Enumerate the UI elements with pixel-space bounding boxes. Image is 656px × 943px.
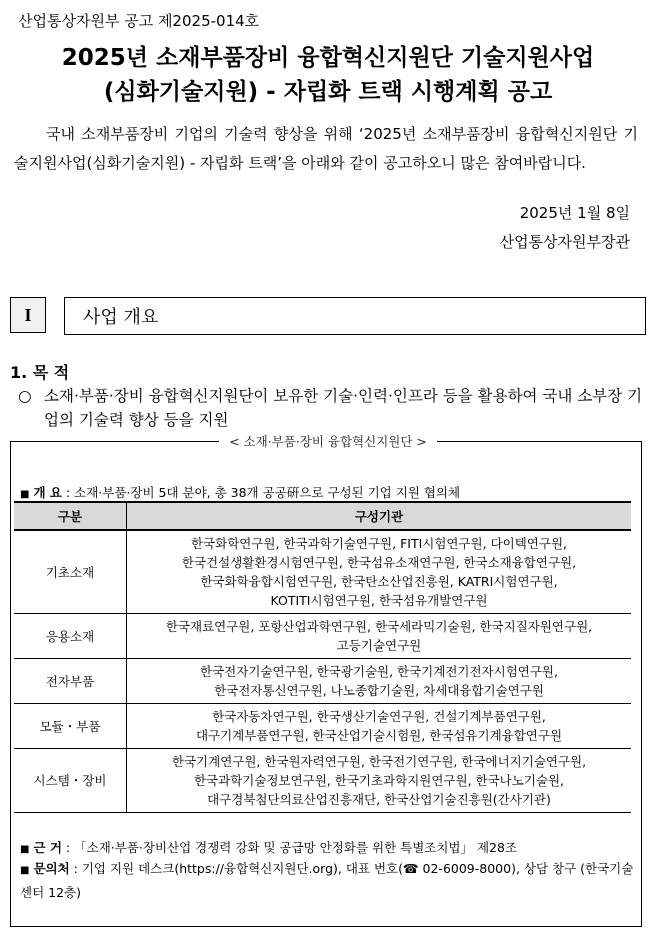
square-bullet-icon: ■ (20, 844, 30, 855)
square-bullet-icon: ■ (20, 865, 30, 876)
row-members (127, 614, 632, 659)
member-line: 대구기계부품연구원, 한국산업기술시험원, 한국섬유기계융합연구원 (195, 728, 563, 743)
contact-label: 문의처 (33, 861, 70, 876)
member-line: 한국재료연구원, 포항산업과학연구원, 한국세라믹기술원, 한국지질자원연구원, (165, 619, 593, 634)
member-line: 한국자동차연구원, 한국생산기술연구원, 건설기계부품연구원, (212, 709, 546, 724)
basis-label: 근 거 (33, 840, 62, 855)
notice-date: 2025년 1월 8일 (519, 204, 630, 222)
row-category: 기초소재 (14, 530, 127, 614)
box-caption-text: < 소재·부품·장비 융합혁신지원단 > (219, 434, 437, 449)
member-line: 고등기술연구원 (336, 638, 422, 653)
row-category: 모듈・부품 (14, 704, 127, 749)
header-category: 구분 (14, 502, 127, 530)
member-line: 대구경북첨단의료산업진흥재단, 한국산업기술진흥원(간사기관) (207, 792, 551, 807)
notice-number: 산업통상자원부 공고 제2025-014호 (18, 12, 260, 30)
member-line: KOTITI시험연구원, 한국섬유개발연구원 (270, 593, 488, 608)
purpose-heading: 1. 목 적 (10, 363, 70, 382)
row-category: 전자부품 (14, 659, 127, 704)
table-row (14, 749, 631, 813)
row-members (127, 704, 632, 749)
members-table (14, 501, 631, 813)
section-number: I (10, 297, 46, 333)
contact-text: : 기업 지원 데스크(https://융합혁신지원단.org), 대표 번호(☎ 02-6009-8000), 상담 창구 (한국기술센터 12층) (20, 861, 634, 900)
table-header-row (14, 502, 631, 530)
overview-label: 개 요 (33, 485, 62, 500)
row-members (127, 530, 632, 614)
basis-line (20, 838, 517, 856)
member-line: 한국화학융합시험연구원, 한국탄소산업진흥원, KATRI시험연구원, (200, 574, 558, 589)
overview-line (20, 483, 460, 501)
table-row (14, 614, 631, 659)
member-line: 한국화학연구원, 한국과학기술연구원, FITI시험연구원, 다이텍연구원, (190, 536, 568, 551)
member-line: 한국전자통신연구원, 나노종합기술원, 차세대융합기술연구원 (214, 683, 544, 698)
page-title: 2025년 소재부품장비 융합혁신지원단 기술지원사업 (61, 45, 595, 71)
table-row (14, 704, 631, 749)
basis-text: : 「소재·부품·장비산업 경쟁력 강화 및 공급망 안정화를 위한 특별조치법」 제28조 (65, 840, 518, 855)
table-row (14, 659, 631, 704)
row-members (127, 749, 632, 813)
member-line: 한국건설생활환경시험연구원, 한국섬유소재연구원, 한국소재융합연구원, (181, 555, 577, 570)
box-caption (0, 432, 656, 450)
intro-paragraph: 국내 소재부품장비 기업의 기술력 향상을 위해 ‘2025년 소재부품장비 융합혁신지원단 기술지원사업(심화기술지원) - 자립화 트랙’을 아래와 같이 공고하오니 많은 참여바랍니다. (14, 125, 638, 172)
table-row (14, 530, 631, 614)
member-line: 한국과학기술정보연구원, 한국기초과학지원연구원, 한국나노기술원, (193, 773, 565, 788)
row-category: 시스템・장비 (14, 749, 127, 813)
bullet-circle-icon: ○ (18, 387, 32, 405)
square-bullet-icon: ■ (20, 489, 30, 500)
row-members (127, 659, 632, 704)
signer: 산업통상자원부장관 (499, 233, 630, 251)
contact-line (20, 858, 636, 904)
section-title: 사업 개요 (64, 297, 646, 335)
page-subtitle: (심화기술지원) - 자립화 트랙 시행계획 공고 (103, 79, 553, 105)
row-category: 응용소재 (14, 614, 127, 659)
purpose-text: 소재·부품·장비 융합혁신지원단이 보유한 기술·인력·인프라 등을 활용하여 국내 소부장 기업의 기술력 향상 등을 지원 (44, 387, 643, 429)
member-line: 한국기계연구원, 한국원자력연구원, 한국전기연구원, 한국에너지기술연구원, (171, 754, 587, 769)
overview-text: : 소재·부품·장비 5대 분야, 총 38개 공공硏으로 구성된 기업 지원 협의체 (65, 485, 461, 500)
header-members: 구성기관 (127, 502, 632, 530)
member-line: 한국전자기술연구원, 한국광기술원, 한국기계전기전자시험연구원, (200, 664, 558, 679)
